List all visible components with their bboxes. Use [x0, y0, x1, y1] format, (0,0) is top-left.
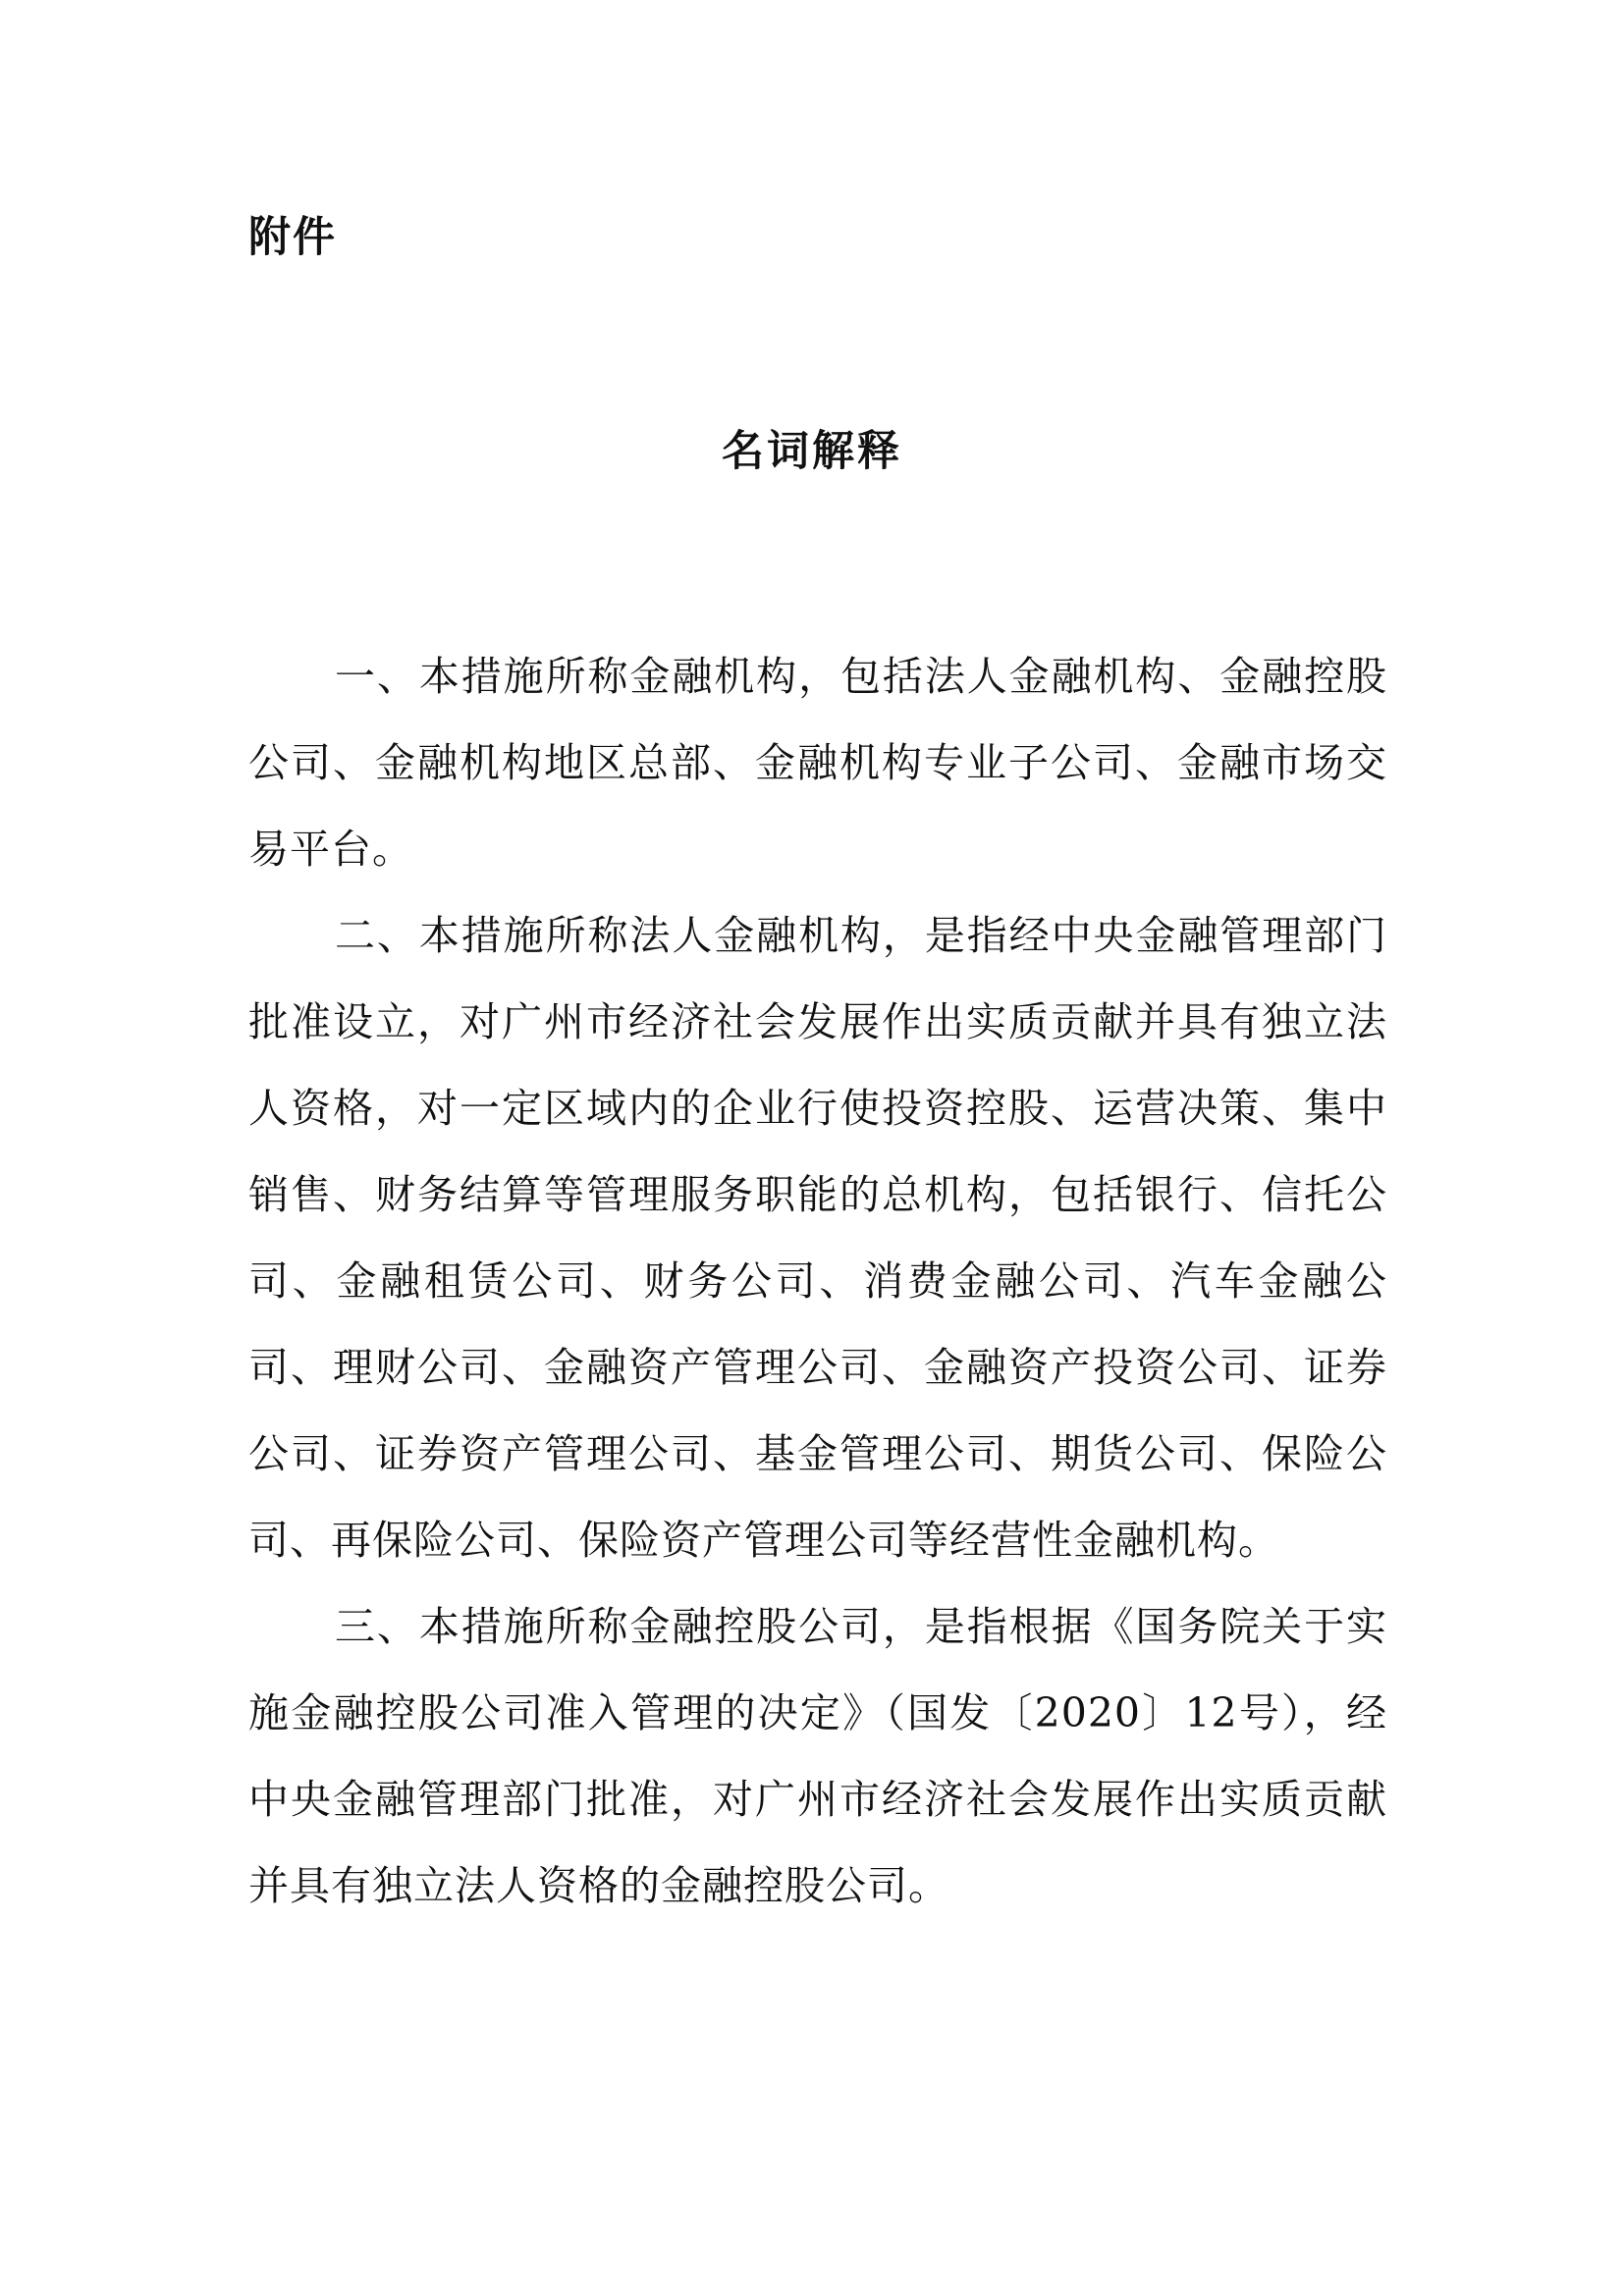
document-title: 名词解释	[722, 427, 902, 476]
document-body	[248, 633, 1387, 1929]
paragraph-3: 三、本措施所称金融控股公司，是指根据《国务院关于实施金融控股公司准入管理的决定》（国发〔2020〕12号），经中央金融管理部门批准，对广州市经济社会发展作出实质贡献并具有独立法人资格的金融控股公司。	[248, 1603, 1387, 1909]
paragraph-1: 一、本措施所称金融机构，包括法人金融机构、金融控股公司、金融机构地区总部、金融机构专业子公司、金融市场交易平台。	[248, 653, 1387, 873]
attachment-label: 附件	[248, 213, 337, 262]
paragraph-2: 二、本措施所称法人金融机构，是指经中央金融管理部门批准设立，对广州市经济社会发展作出实质贡献并具有独立法人资格，对一定区域内的企业行使投资控股、运营决策、集中销售、财务结算等管理服务职能的总机构，包括银行、信托公司、金融租赁公司、财务公司、消费金融公司、汽车金融公司、理财公司、金融资产管理公司、金融资产投资公司、证券公司、证券资产管理公司、基金管理公司、期货公司、保险公司、再保险公司、保险资产管理公司等经营性金融机构。	[248, 912, 1387, 1564]
